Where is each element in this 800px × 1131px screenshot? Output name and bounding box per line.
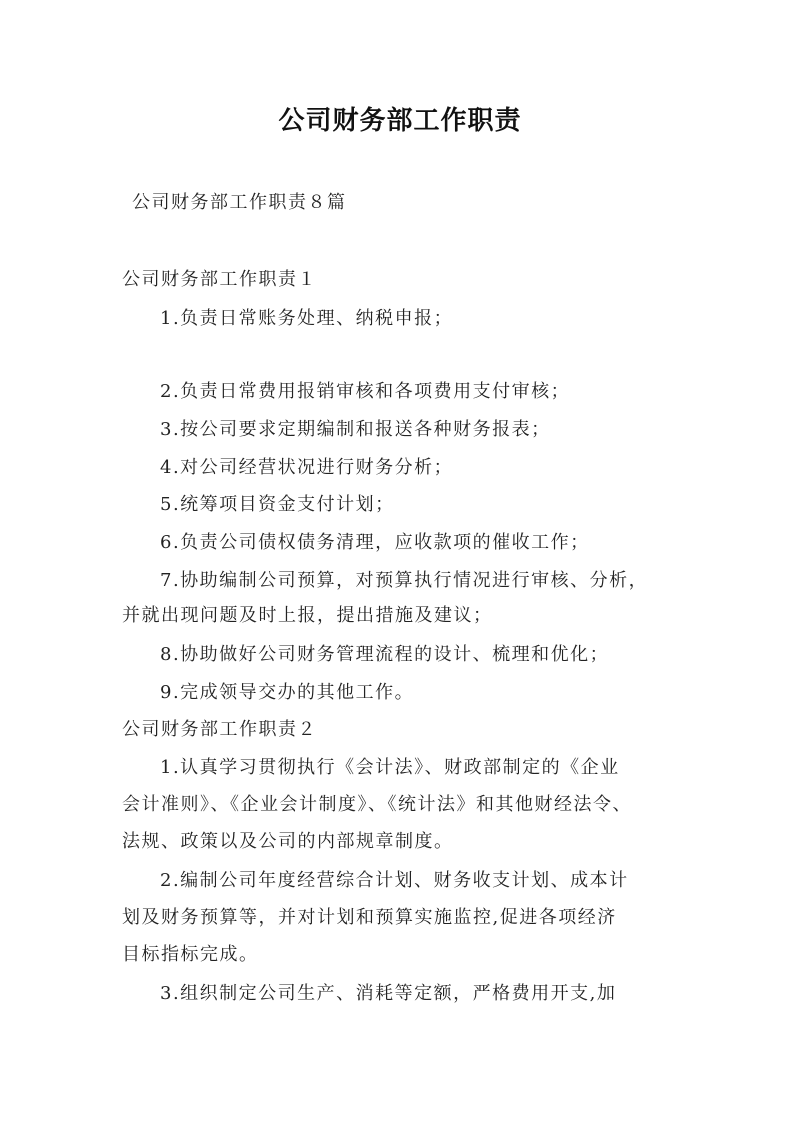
paragraph-line: 4.对公司经营状况进行财务分析；: [160, 457, 454, 478]
paragraph-line: 1.认真学习贯彻执行《会计法》、财政部制定的《企业: [160, 757, 620, 778]
paragraph-line: 划及财务预算等，并对计划和预算实施监控,促进各项经济: [122, 907, 617, 928]
paragraph-line: 8.协助做好公司财务管理流程的设计、梳理和优化；: [160, 644, 610, 665]
paragraph-line: 6.负责公司债权债务清理，应收款项的催收工作；: [160, 532, 590, 553]
paragraph-line: 并就出现问题及时上报，提出措施及建议；: [122, 605, 493, 626]
page-title: 公司财务部工作职责: [278, 106, 522, 136]
paragraph-line: 2.编制公司年度经营综合计划、财务收支计划、成本计: [160, 870, 629, 891]
paragraph-line: 目标指标完成。: [122, 944, 259, 965]
paragraph-line: 7.协助编制公司预算，对预算执行情况进行审核、分析，: [160, 570, 649, 591]
section-heading: 公司财务部工作职责２: [122, 719, 317, 740]
paragraph-line: 会计准则》、《企业会计制度》、《统计法》和其他财经法令、: [122, 794, 632, 815]
section-heading: 公司财务部工作职责１: [122, 269, 317, 290]
paragraph-line: 9.完成领导交办的其他工作。: [160, 682, 415, 703]
document-subtitle: 公司财务部工作职责８篇: [132, 192, 347, 213]
paragraph-line: 5.统筹项目资金支付计划；: [160, 494, 395, 515]
paragraph-line: 3.组织制定公司生产、消耗等定额，严格费用开支,加: [160, 983, 617, 1004]
paragraph-line: 1.负责日常账务处理、纳税申报；: [160, 308, 454, 329]
paragraph-line: 3.按公司要求定期编制和报送各种财务报表；: [160, 419, 551, 440]
paragraph-line: 2.负责日常费用报销审核和各项费用支付审核；: [160, 381, 571, 402]
paragraph-line: 法规、政策以及公司的内部规章制度。: [122, 831, 454, 852]
